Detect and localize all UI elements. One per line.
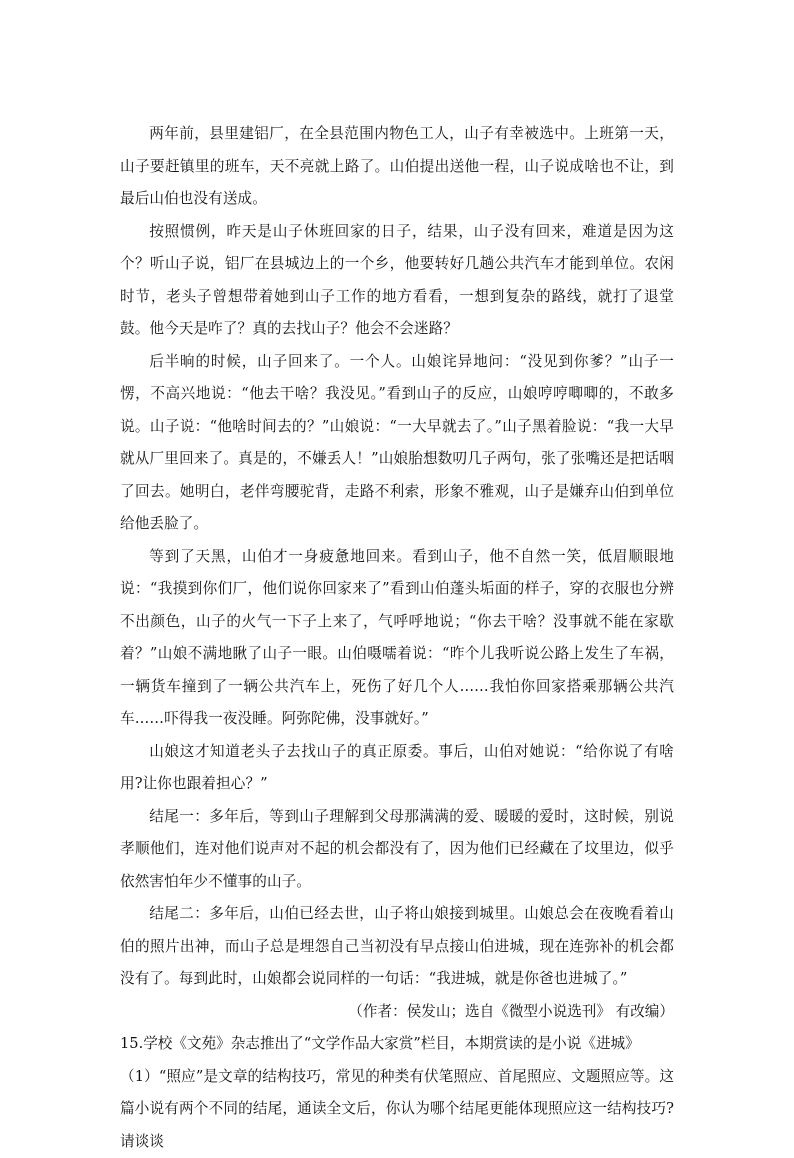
document-page <box>120 118 674 1158</box>
question-intro: 15.学校《文苑》杂志推出了“文学作品大家赏”栏目，本期赏读的是小说《进城》 <box>120 1028 674 1061</box>
question-sub-1: （1）“照应”是文章的结构技巧，常见的种类有伏笔照应、首尾照应、文题照应等。这篇小说有两个不同的结尾，通读全文后，你认为哪个结尾更能体现照应这一结构技巧?请谈谈 <box>120 1061 674 1158</box>
story-paragraph: 两年前，县里建铝厂，在全县范围内物色工人，山子有幸被选中。上班第一天，山子要赶镇里的班车，天不亮就上路了。山伯提出送他一程，山子说成啥也不让，到最后山伯也没有送成。 <box>120 118 674 216</box>
story-paragraph: 按照惯例，昨天是山子休班回家的日子，结果，山子没有回来，难道是因为这个？听山子说，铝厂在县城边上的一个乡，他要转好几趟公共汽车才能到单位。农闲时节，老头子曾想带着她到山子工作的地方看看，一想到复杂的路线，就打了退堂鼓。他今天是咋了？真的去找山子？他会不会迷路？ <box>120 216 674 346</box>
ending-one-paragraph: 结尾一：多年后，等到山子理解到父母那满满的爱、暖暖的爱时，这时候，别说孝顺他们，连对他们说声对不起的机会都没有了，因为他们已经藏在了坟里边，似乎依然害怕年少不懂事的山子。 <box>120 801 674 899</box>
ending-two-paragraph: 结尾二：多年后，山伯已经去世，山子将山娘接到城里。山娘总会在夜晚看着山伯的照片出神，而山子总是埋怨自己当初没有早点接山伯进城，现在连弥补的机会都没有了。每到此时，山娘都会说同样的一句话：“我进城，就是你爸也进城了。” <box>120 898 674 996</box>
story-paragraph: 山娘这才知道老头子去找山子的真正原委。事后，山伯对她说：“给你说了有啥用?让你也跟着担心？” <box>120 736 674 801</box>
story-paragraph: 后半晌的时候，山子回来了。一个人。山娘诧异地问：“没见到你爹？”山子一愣，不高兴地说：“他去干啥？我没见。”看到山子的反应，山娘哼哼唧唧的，不敢多说。山子说：“他啥时间去的？”山娘说：“一大早就去了。”山子黑着脸说：“我一大早就从厂里回来了。真是的，不嫌丢人！”山娘胎想数叨几子两句，张了张嘴还是把话咽了回去。她明白，老伴弯腰驼背，走路不利索，形象不雅观，山子是嫌弃山伯到单位给他丢脸了。 <box>120 346 674 541</box>
story-paragraph: 等到了天黑，山伯才一身疲惫地回来。看到山子，他不自然一笑，低眉顺眼地说：“我摸到你们厂，他们说你回家来了”看到山伯蓬头垢面的样子，穿的衣服也分辨不出颜色，山子的火气一下子上来了，气呼呼地说；“你去干啥？没事就不能在家歇着？”山娘不满地瞅了山子一眼。山伯嗫嚅着说：“昨个儿我听说公路上发生了车祸，一辆货车撞到了一辆公共汽车上，死伤了好几个人……我怕你回家搭乘那辆公共汽车……吓得我一夜没睡。阿弥陀佛，没事就好。” <box>120 541 674 736</box>
author-credit: （作者：侯发山；选自《微型小说选刊》 有改编） <box>120 996 674 1029</box>
